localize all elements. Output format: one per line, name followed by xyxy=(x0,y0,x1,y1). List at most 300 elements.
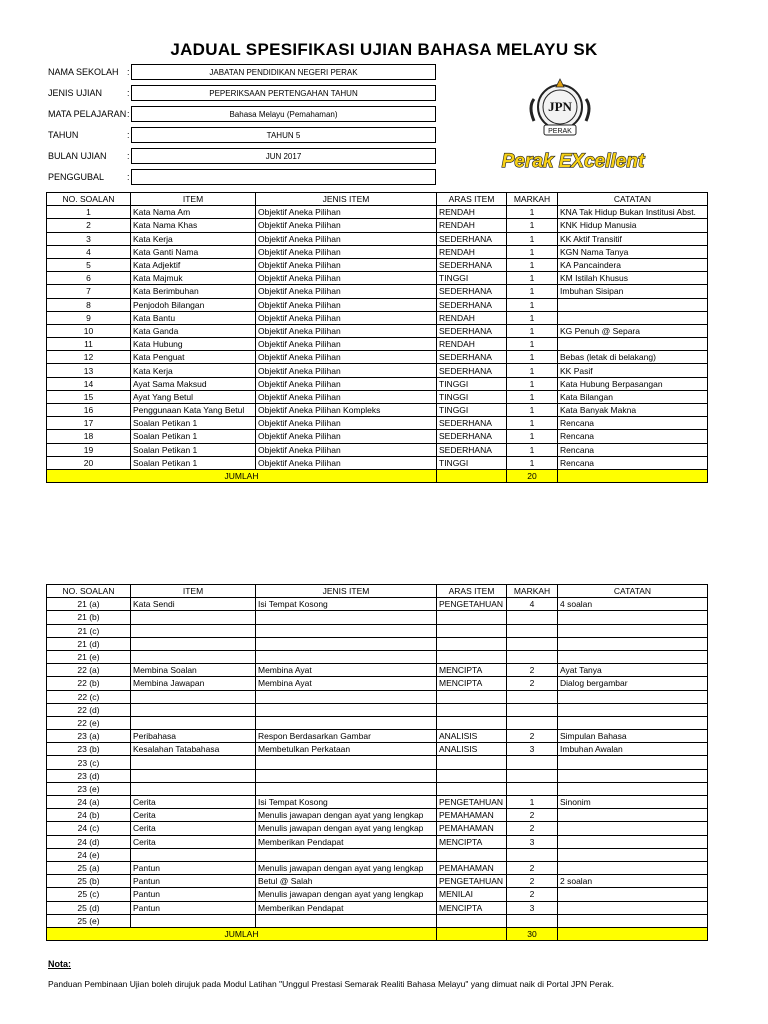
col-no-soalan-cell: 23 (a) xyxy=(47,730,131,743)
col-jenis-item-cell: Objektif Aneka Pilihan xyxy=(256,377,437,390)
col-item-cell xyxy=(131,703,256,716)
table-row xyxy=(47,716,708,729)
col-aras-item-cell: SEDERHANA xyxy=(437,324,507,337)
col-no-soalan-cell: 25 (b) xyxy=(47,875,131,888)
col-jenis-item-cell xyxy=(256,624,437,637)
col-item-cell: Kata Hubung xyxy=(131,338,256,351)
header-value-field: JABATAN PENDIDIKAN NEGERI PERAK xyxy=(131,64,436,80)
table-row xyxy=(47,232,708,245)
col-catatan-cell xyxy=(558,338,708,351)
specification-table-subjective xyxy=(46,584,708,941)
table-row xyxy=(47,404,708,417)
col-aras-item-cell xyxy=(437,716,507,729)
col-aras-item-cell: MENCIPTA xyxy=(437,677,507,690)
col-markah-cell xyxy=(507,716,558,729)
col-jenis-item-cell: Objektif Aneka Pilihan xyxy=(256,219,437,232)
col-markah-header: MARKAH xyxy=(507,585,558,598)
col-jenis-item-cell xyxy=(256,650,437,663)
col-markah-cell: 4 xyxy=(507,598,558,611)
col-no-soalan-cell: 10 xyxy=(47,324,131,337)
col-item-cell: Soalan Petikan 1 xyxy=(131,430,256,443)
col-item-cell xyxy=(131,848,256,861)
table-row xyxy=(47,664,708,677)
col-markah-cell xyxy=(507,914,558,927)
col-item-cell: Pantun xyxy=(131,875,256,888)
col-jenis-item-cell xyxy=(256,914,437,927)
col-jenis-item-cell: Isi Tempat Kosong xyxy=(256,598,437,611)
col-no-soalan-cell: 22 (a) xyxy=(47,664,131,677)
col-item-cell: Cerita xyxy=(131,822,256,835)
col-item-cell xyxy=(131,716,256,729)
table-row xyxy=(47,782,708,795)
table-row xyxy=(47,730,708,743)
col-jenis-item-cell: Menulis jawapan dengan ayat yang lengkap xyxy=(256,809,437,822)
col-item-cell: Kata Bantu xyxy=(131,311,256,324)
col-markah-cell: 1 xyxy=(507,364,558,377)
col-aras-item-cell xyxy=(437,703,507,716)
header-label: TAHUN xyxy=(48,130,79,140)
table-row xyxy=(47,901,708,914)
col-markah-header: MARKAH xyxy=(507,193,558,206)
col-catatan-cell xyxy=(558,756,708,769)
col-no-soalan-cell: 14 xyxy=(47,377,131,390)
col-aras-item-cell xyxy=(437,637,507,650)
table-row xyxy=(47,598,708,611)
col-aras-item-cell: MENCIPTA xyxy=(437,835,507,848)
col-no-soalan-cell: 11 xyxy=(47,338,131,351)
col-jenis-item-cell xyxy=(256,690,437,703)
logo-text: JPN xyxy=(548,99,572,114)
col-no-soalan-cell: 25 (c) xyxy=(47,888,131,901)
col-jenis-item-cell: Objektif Aneka Pilihan xyxy=(256,430,437,443)
total-row xyxy=(47,927,708,940)
col-no-soalan-cell: 7 xyxy=(47,285,131,298)
col-catatan-cell xyxy=(558,822,708,835)
col-jenis-item-cell xyxy=(256,769,437,782)
col-jenis-item-cell: Objektif Aneka Pilihan xyxy=(256,351,437,364)
col-markah-cell: 1 xyxy=(507,443,558,456)
col-item-cell: Pantun xyxy=(131,888,256,901)
col-jenis-item-cell: Objektif Aneka Pilihan xyxy=(256,417,437,430)
col-jenis-item-cell: Objektif Aneka Pilihan xyxy=(256,245,437,258)
nota-label: Nota: xyxy=(48,959,71,969)
col-no-soalan-cell: 23 (e) xyxy=(47,782,131,795)
table-row xyxy=(47,258,708,271)
col-item-cell: Soalan Petikan 1 xyxy=(131,443,256,456)
col-catatan-cell xyxy=(558,809,708,822)
col-catatan-cell xyxy=(558,769,708,782)
col-aras-item-cell xyxy=(437,756,507,769)
col-markah-cell xyxy=(507,769,558,782)
col-no-soalan-cell: 1 xyxy=(47,206,131,219)
table-row xyxy=(47,456,708,469)
col-catatan-cell xyxy=(558,914,708,927)
col-jenis-item-header: JENIS ITEM xyxy=(256,585,437,598)
header-label: NAMA SEKOLAH xyxy=(48,67,119,77)
col-jenis-item-cell: Objektif Aneka Pilihan xyxy=(256,272,437,285)
table-row xyxy=(47,914,708,927)
col-no-soalan-cell: 23 (d) xyxy=(47,769,131,782)
col-jenis-item-cell xyxy=(256,716,437,729)
col-aras-item-cell: RENDAH xyxy=(437,245,507,258)
col-markah-cell: 3 xyxy=(507,835,558,848)
col-aras-item-cell: SEDERHANA xyxy=(437,298,507,311)
col-item-cell: Soalan Petikan 1 xyxy=(131,456,256,469)
col-item-cell: Membina Soalan xyxy=(131,664,256,677)
col-no-soalan-cell: 17 xyxy=(47,417,131,430)
table-row xyxy=(47,430,708,443)
col-aras-item-cell: RENDAH xyxy=(437,219,507,232)
col-markah-cell: 1 xyxy=(507,232,558,245)
header-value-field: TAHUN 5 xyxy=(131,127,436,143)
col-jenis-item-cell xyxy=(256,637,437,650)
col-item-cell xyxy=(131,637,256,650)
col-no-soalan-cell: 8 xyxy=(47,298,131,311)
col-no-soalan-cell: 21 (a) xyxy=(47,598,131,611)
col-no-soalan-cell: 23 (b) xyxy=(47,743,131,756)
col-jenis-item-cell: Menulis jawapan dengan ayat yang lengkap xyxy=(256,822,437,835)
col-item-cell: Cerita xyxy=(131,809,256,822)
col-item-cell: Kata Ganda xyxy=(131,324,256,337)
col-item-cell: Soalan Petikan 1 xyxy=(131,417,256,430)
col-catatan-cell: Imbuhan Awalan xyxy=(558,743,708,756)
col-no-soalan-cell: 25 (d) xyxy=(47,901,131,914)
col-aras-item-cell: PENGETAHUAN xyxy=(437,598,507,611)
col-aras-item-header: ARAS ITEM xyxy=(437,193,507,206)
table-row xyxy=(47,756,708,769)
table-row xyxy=(47,338,708,351)
col-jenis-item-header: JENIS ITEM xyxy=(256,193,437,206)
col-markah-cell: 1 xyxy=(507,324,558,337)
col-no-soalan-cell: 15 xyxy=(47,390,131,403)
col-aras-item-header: ARAS ITEM xyxy=(437,585,507,598)
col-aras-item-cell: SEDERHANA xyxy=(437,364,507,377)
header-colon: : xyxy=(127,151,130,161)
col-no-soalan-cell: 21 (c) xyxy=(47,624,131,637)
col-catatan-cell xyxy=(558,703,708,716)
col-jenis-item-cell xyxy=(256,782,437,795)
col-item-cell xyxy=(131,756,256,769)
col-markah-cell: 1 xyxy=(507,272,558,285)
table-row xyxy=(47,417,708,430)
col-aras-item-cell: MENCIPTA xyxy=(437,664,507,677)
col-no-soalan-cell: 24 (d) xyxy=(47,835,131,848)
col-no-soalan-cell: 2 xyxy=(47,219,131,232)
table-row xyxy=(47,769,708,782)
table-row xyxy=(47,822,708,835)
table-row xyxy=(47,677,708,690)
col-aras-item-cell: TINGGI xyxy=(437,390,507,403)
col-item-cell: Ayat Sama Maksud xyxy=(131,377,256,390)
col-markah-cell: 2 xyxy=(507,861,558,874)
col-markah-cell: 2 xyxy=(507,664,558,677)
header-value-field: JUN 2017 xyxy=(131,148,436,164)
col-markah-cell: 1 xyxy=(507,245,558,258)
col-jenis-item-cell: Membina Ayat xyxy=(256,664,437,677)
col-aras-item-cell: MENCIPTA xyxy=(437,901,507,914)
col-aras-item-cell xyxy=(437,914,507,927)
col-no-soalan-cell: 25 (e) xyxy=(47,914,131,927)
col-item-cell xyxy=(131,690,256,703)
col-catatan-cell: Rencana xyxy=(558,443,708,456)
col-markah-cell xyxy=(507,650,558,663)
col-item-cell: Cerita xyxy=(131,796,256,809)
col-aras-item-cell: SEDERHANA xyxy=(437,285,507,298)
col-markah-cell xyxy=(507,690,558,703)
specification-table-objective xyxy=(46,192,708,483)
col-markah-cell: 1 xyxy=(507,430,558,443)
col-no-soalan-cell: 3 xyxy=(47,232,131,245)
col-no-soalan-cell: 22 (c) xyxy=(47,690,131,703)
col-aras-item-cell xyxy=(437,611,507,624)
col-catatan-cell: KK Pasif xyxy=(558,364,708,377)
col-markah-cell: 3 xyxy=(507,901,558,914)
col-catatan-cell: Bebas (letak di belakang) xyxy=(558,351,708,364)
col-markah-cell: 2 xyxy=(507,730,558,743)
col-catatan-cell xyxy=(558,637,708,650)
col-no-soalan-cell: 22 (d) xyxy=(47,703,131,716)
table-row xyxy=(47,835,708,848)
col-aras-item-cell: RENDAH xyxy=(437,206,507,219)
col-item-cell xyxy=(131,650,256,663)
col-item-cell: Membina Jawapan xyxy=(131,677,256,690)
col-no-soalan-cell: 19 xyxy=(47,443,131,456)
col-item-cell: Kata Majmuk xyxy=(131,272,256,285)
col-jenis-item-cell xyxy=(256,703,437,716)
col-aras-item-cell: TINGGI xyxy=(437,404,507,417)
table-row xyxy=(47,848,708,861)
col-jenis-item-cell xyxy=(256,611,437,624)
col-markah-cell xyxy=(507,637,558,650)
col-no-soalan-cell: 22 (e) xyxy=(47,716,131,729)
col-catatan-cell: Kata Banyak Makna xyxy=(558,404,708,417)
total-empty-cell xyxy=(437,927,507,940)
col-jenis-item-cell xyxy=(256,756,437,769)
col-item-cell: Pantun xyxy=(131,901,256,914)
col-aras-item-cell: RENDAH xyxy=(437,311,507,324)
table-row xyxy=(47,245,708,258)
total-empty-cell xyxy=(558,927,708,940)
col-catatan-cell xyxy=(558,716,708,729)
col-catatan-header: CATATAN xyxy=(558,585,708,598)
col-catatan-cell: KM Istilah Khusus xyxy=(558,272,708,285)
col-jenis-item-cell: Respon Berdasarkan Gambar xyxy=(256,730,437,743)
col-markah-cell: 1 xyxy=(507,796,558,809)
col-no-soalan-cell: 21 (d) xyxy=(47,637,131,650)
badge-text: Perak EXcellent xyxy=(501,151,645,172)
col-catatan-cell xyxy=(558,901,708,914)
col-markah-cell: 1 xyxy=(507,285,558,298)
col-aras-item-cell xyxy=(437,690,507,703)
col-aras-item-cell: SEDERHANA xyxy=(437,430,507,443)
col-aras-item-cell: MENILAI xyxy=(437,888,507,901)
col-no-soalan-cell: 5 xyxy=(47,258,131,271)
table-row xyxy=(47,272,708,285)
col-catatan-cell: Rencana xyxy=(558,430,708,443)
col-catatan-cell: KA Pancaindera xyxy=(558,258,708,271)
col-markah-cell: 3 xyxy=(507,743,558,756)
col-jenis-item-cell: Objektif Aneka Pilihan Kompleks xyxy=(256,404,437,417)
col-catatan-cell xyxy=(558,311,708,324)
col-catatan-cell: KGN Nama Tanya xyxy=(558,245,708,258)
col-catatan-cell xyxy=(558,782,708,795)
col-markah-cell: 1 xyxy=(507,219,558,232)
col-markah-cell: 2 xyxy=(507,822,558,835)
col-jenis-item-cell: Objektif Aneka Pilihan xyxy=(256,390,437,403)
col-aras-item-cell: SEDERHANA xyxy=(437,443,507,456)
col-no-soalan-cell: 24 (a) xyxy=(47,796,131,809)
col-aras-item-cell: SEDERHANA xyxy=(437,232,507,245)
perak-excellent-badge xyxy=(496,147,650,173)
col-no-soalan-cell: 4 xyxy=(47,245,131,258)
col-markah-cell: 1 xyxy=(507,311,558,324)
col-no-soalan-cell: 21 (e) xyxy=(47,650,131,663)
col-catatan-cell xyxy=(558,888,708,901)
col-catatan-cell: KNA Tak Hidup Bukan Institusi Abst. xyxy=(558,206,708,219)
col-item-cell: Kata Berimbuhan xyxy=(131,285,256,298)
header-value-field: Bahasa Melayu (Pemahaman) xyxy=(131,106,436,122)
col-aras-item-cell xyxy=(437,782,507,795)
col-aras-item-cell: PEMAHAMAN xyxy=(437,809,507,822)
col-aras-item-cell: RENDAH xyxy=(437,338,507,351)
col-item-cell: Peribahasa xyxy=(131,730,256,743)
col-item-cell: Kata Sendi xyxy=(131,598,256,611)
col-item-cell: Kata Nama Am xyxy=(131,206,256,219)
total-empty-cell xyxy=(437,469,507,482)
table-row xyxy=(47,796,708,809)
col-aras-item-cell: TINGGI xyxy=(437,456,507,469)
table-row xyxy=(47,690,708,703)
table-row xyxy=(47,324,708,337)
header-label: MATA PELAJARAN xyxy=(48,109,127,119)
col-catatan-cell: Rencana xyxy=(558,417,708,430)
table-row xyxy=(47,624,708,637)
col-markah-cell: 1 xyxy=(507,338,558,351)
header-colon: : xyxy=(127,172,130,182)
col-aras-item-cell: ANALISIS xyxy=(437,743,507,756)
table-row xyxy=(47,611,708,624)
header-colon: : xyxy=(127,130,130,140)
col-aras-item-cell: SEDERHANA xyxy=(437,417,507,430)
col-markah-cell: 1 xyxy=(507,298,558,311)
col-no-soalan-cell: 20 xyxy=(47,456,131,469)
col-item-cell xyxy=(131,769,256,782)
col-markah-cell: 2 xyxy=(507,677,558,690)
col-aras-item-cell: SEDERHANA xyxy=(437,351,507,364)
col-catatan-cell: Rencana xyxy=(558,456,708,469)
col-aras-item-cell xyxy=(437,769,507,782)
col-item-cell xyxy=(131,914,256,927)
footer-note: Panduan Pembinaan Ujian boleh dirujuk pada Modul Latihan "Unggul Prestasi Semarak Realiti Bahasa Melayu" yang dimuat naik di Portal JPN Perak. xyxy=(48,979,614,989)
table-row xyxy=(47,809,708,822)
col-item-header: ITEM xyxy=(131,585,256,598)
table-row xyxy=(47,351,708,364)
col-catatan-cell: Imbuhan Sisipan xyxy=(558,285,708,298)
col-catatan-cell: KNK Hidup Manusia xyxy=(558,219,708,232)
col-jenis-item-cell: Menulis jawapan dengan ayat yang lengkap xyxy=(256,888,437,901)
table-row xyxy=(47,219,708,232)
col-jenis-item-cell: Objektif Aneka Pilihan xyxy=(256,456,437,469)
col-catatan-cell xyxy=(558,298,708,311)
col-aras-item-cell: PENGETAHUAN xyxy=(437,875,507,888)
col-item-cell: Penjodoh Bilangan xyxy=(131,298,256,311)
col-catatan-cell xyxy=(558,835,708,848)
col-no-soalan-cell: 24 (e) xyxy=(47,848,131,861)
col-item-cell: Kata Kerja xyxy=(131,232,256,245)
col-markah-cell xyxy=(507,624,558,637)
col-item-header: ITEM xyxy=(131,193,256,206)
col-no-soalan-header: NO. SOALAN xyxy=(47,585,131,598)
col-no-soalan-cell: 25 (a) xyxy=(47,861,131,874)
table-row xyxy=(47,637,708,650)
table-row xyxy=(47,861,708,874)
col-jenis-item-cell: Menulis jawapan dengan ayat yang lengkap xyxy=(256,861,437,874)
col-markah-cell: 1 xyxy=(507,258,558,271)
col-catatan-cell xyxy=(558,690,708,703)
col-catatan-cell: Simpulan Bahasa xyxy=(558,730,708,743)
col-catatan-cell: Sinonim xyxy=(558,796,708,809)
col-jenis-item-cell: Membina Ayat xyxy=(256,677,437,690)
col-markah-cell: 1 xyxy=(507,351,558,364)
table-row xyxy=(47,650,708,663)
col-catatan-cell xyxy=(558,624,708,637)
col-jenis-item-cell: Objektif Aneka Pilihan xyxy=(256,338,437,351)
table-row xyxy=(47,377,708,390)
header-value-field xyxy=(131,169,436,185)
col-catatan-cell: 2 soalan xyxy=(558,875,708,888)
col-markah-cell xyxy=(507,848,558,861)
table-row xyxy=(47,390,708,403)
col-aras-item-cell xyxy=(437,650,507,663)
col-markah-cell: 1 xyxy=(507,456,558,469)
table-row xyxy=(47,364,708,377)
col-item-cell: Kata Penguat xyxy=(131,351,256,364)
col-catatan-cell: KG Penuh @ Separa xyxy=(558,324,708,337)
col-catatan-cell xyxy=(558,650,708,663)
col-jenis-item-cell: Betul @ Salah xyxy=(256,875,437,888)
col-catatan-cell: Ayat Tanya xyxy=(558,664,708,677)
col-markah-cell xyxy=(507,703,558,716)
col-item-cell: Kata Ganti Nama xyxy=(131,245,256,258)
col-aras-item-cell: PEMAHAMAN xyxy=(437,822,507,835)
col-item-cell: Pantun xyxy=(131,861,256,874)
col-markah-cell: 2 xyxy=(507,888,558,901)
table-row xyxy=(47,298,708,311)
col-no-soalan-cell: 16 xyxy=(47,404,131,417)
col-no-soalan-cell: 9 xyxy=(47,311,131,324)
col-item-cell: Kesalahan Tatabahasa xyxy=(131,743,256,756)
col-catatan-cell xyxy=(558,861,708,874)
col-item-cell xyxy=(131,782,256,795)
col-jenis-item-cell: Objektif Aneka Pilihan xyxy=(256,258,437,271)
col-item-cell: Cerita xyxy=(131,835,256,848)
table-row xyxy=(47,703,708,716)
col-aras-item-cell: TINGGI xyxy=(437,272,507,285)
col-no-soalan-cell: 21 (b) xyxy=(47,611,131,624)
col-no-soalan-cell: 24 (b) xyxy=(47,809,131,822)
col-aras-item-cell: PEMAHAMAN xyxy=(437,861,507,874)
table-row xyxy=(47,206,708,219)
col-markah-cell: 2 xyxy=(507,875,558,888)
col-catatan-cell xyxy=(558,848,708,861)
total-value: 30 xyxy=(507,927,558,940)
col-jenis-item-cell: Objektif Aneka Pilihan xyxy=(256,285,437,298)
total-value: 20 xyxy=(507,469,558,482)
col-no-soalan-cell: 12 xyxy=(47,351,131,364)
col-item-cell: Kata Adjektif xyxy=(131,258,256,271)
table-row xyxy=(47,743,708,756)
col-aras-item-cell: PENGETAHUAN xyxy=(437,796,507,809)
